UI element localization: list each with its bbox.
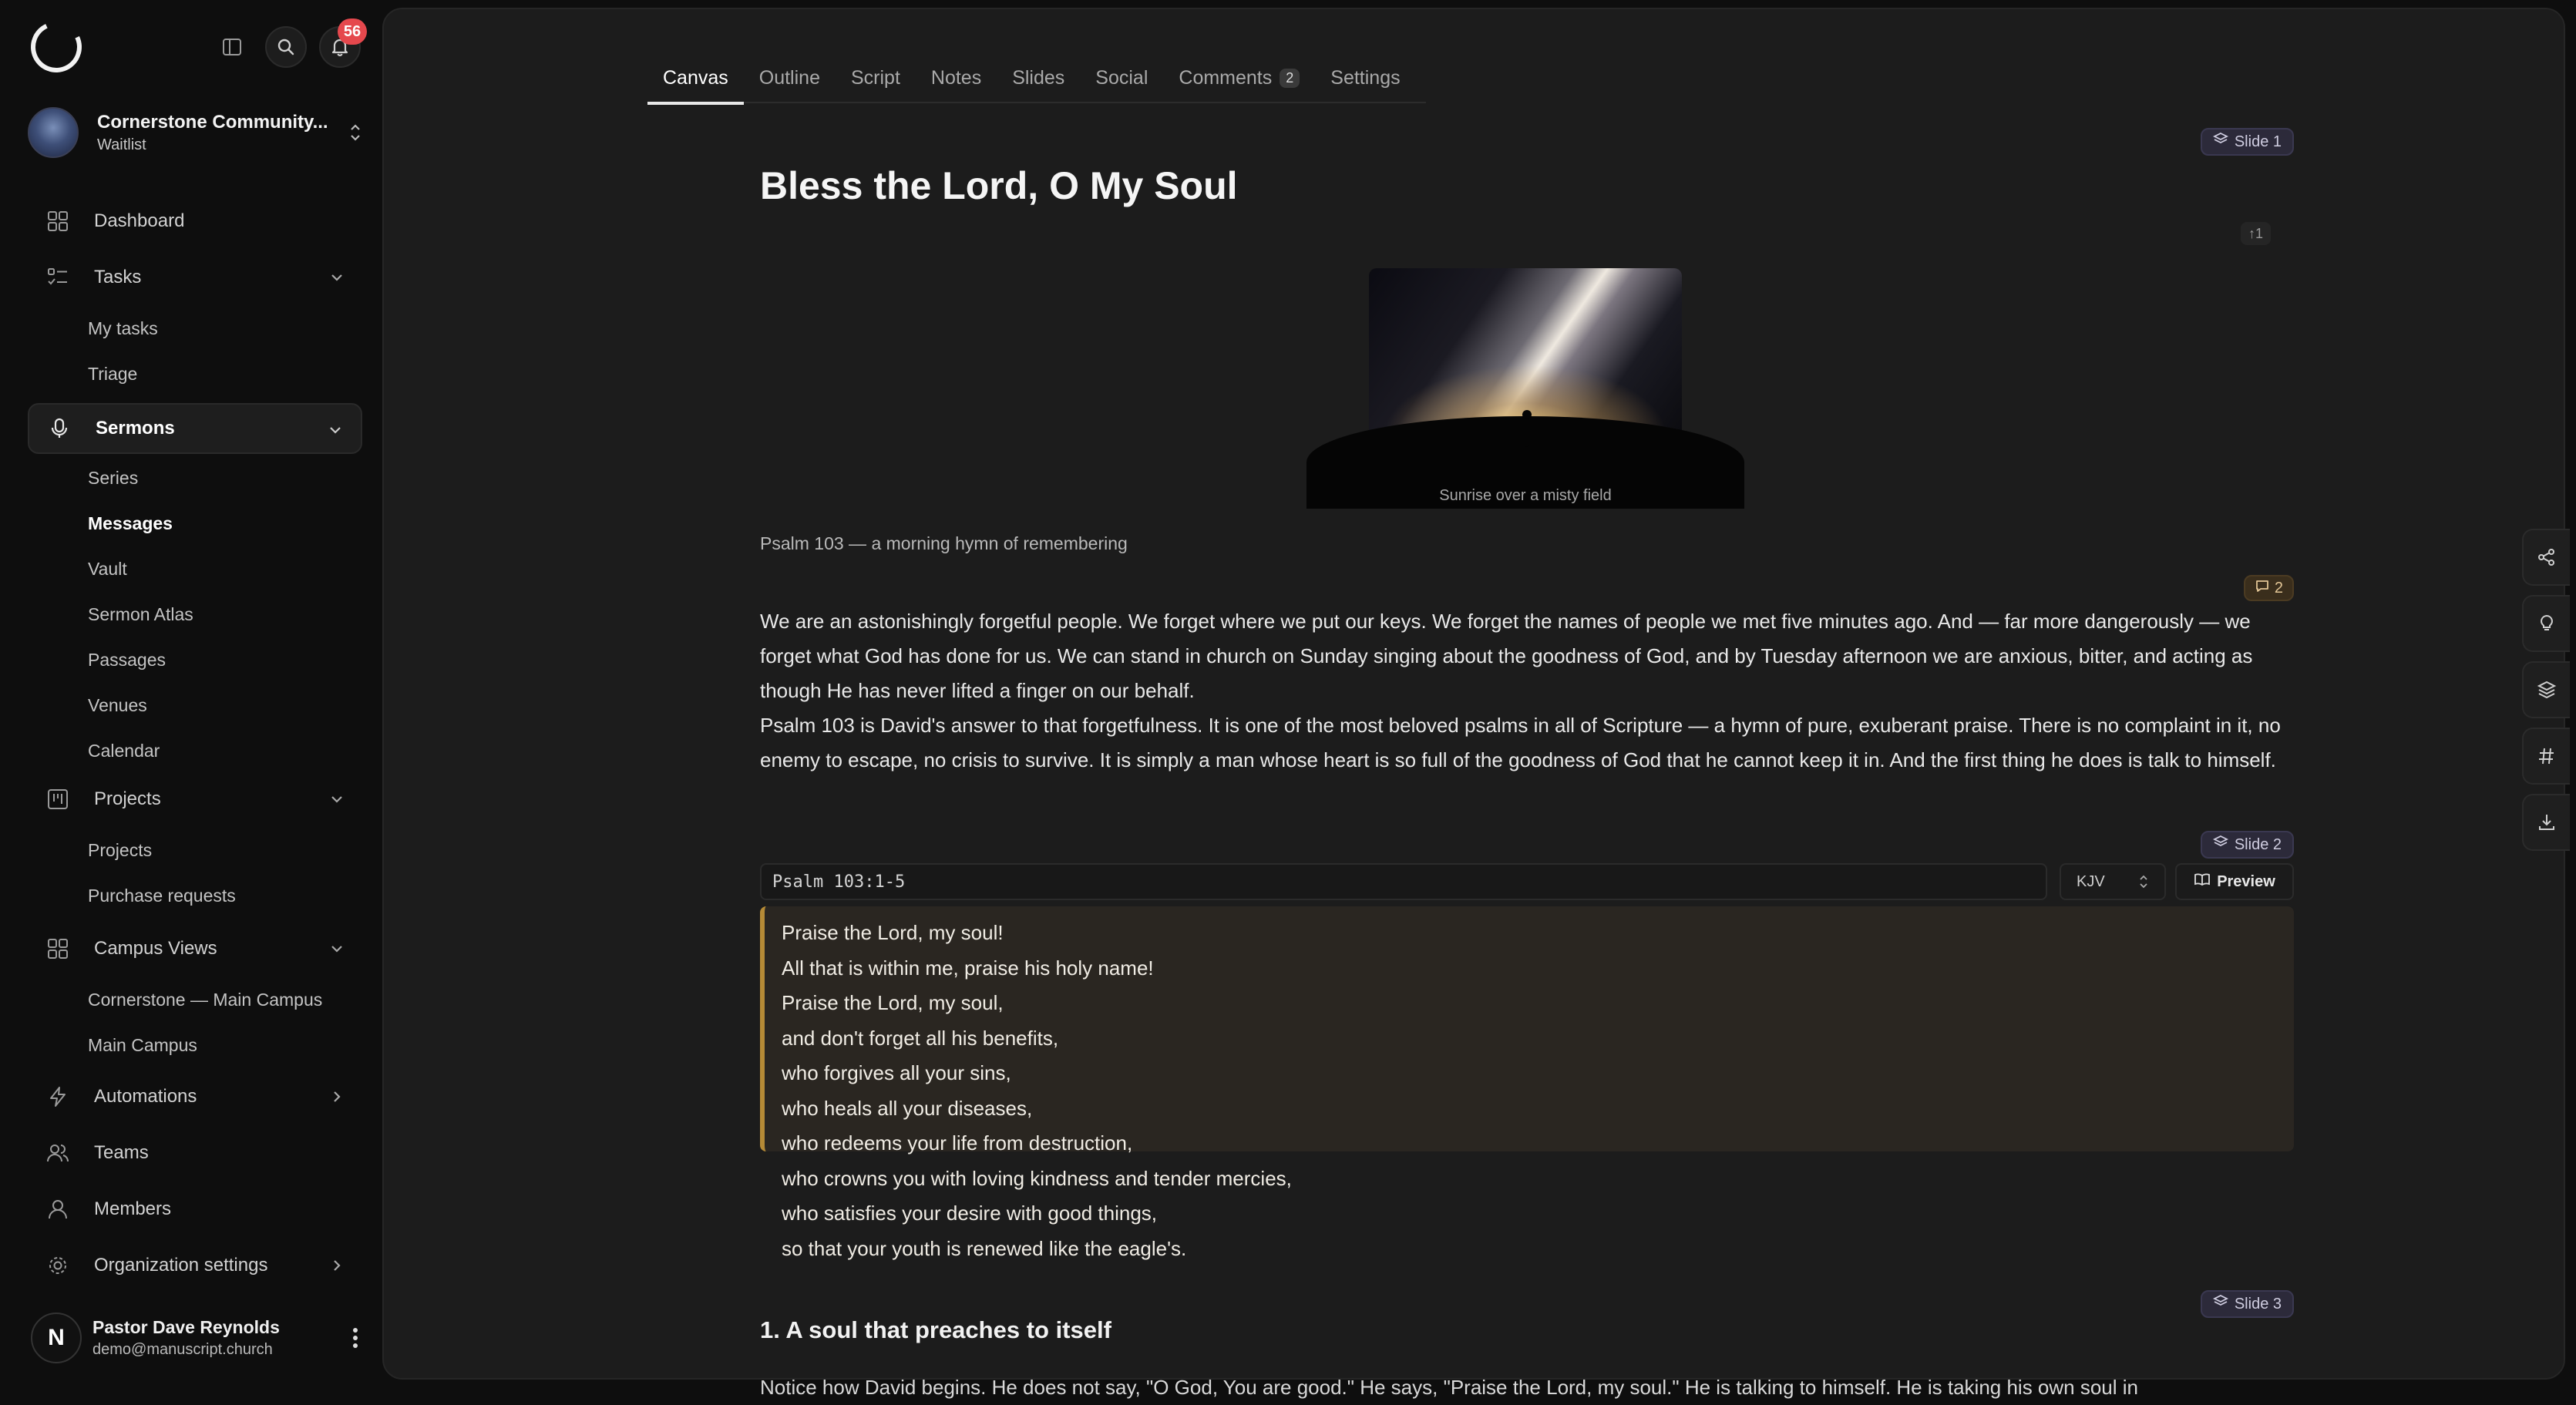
more-vertical-icon[interactable]	[344, 1321, 367, 1355]
sidebar-item-label: Dashboard	[94, 210, 185, 231]
slide-marker-label: Slide 1	[2234, 133, 2282, 150]
sidebar-item-label: Members	[94, 1198, 172, 1219]
sidebar-item-label: Automations	[94, 1086, 197, 1107]
scripture-line: Praise the Lord, my soul,	[782, 991, 1004, 1014]
sidebar-item-teams[interactable]	[28, 1128, 362, 1178]
grid-icon	[45, 936, 71, 962]
gear-icon	[45, 1252, 71, 1279]
scripture-line: who heals all your diseases,	[782, 1096, 1033, 1120]
notifications-button[interactable]	[319, 22, 362, 68]
app-logo-icon	[24, 15, 89, 80]
sidebar-item-sermons[interactable]	[28, 403, 362, 454]
scripture-line: All that is within me, praise his holy name!	[782, 956, 1154, 980]
layers-icon	[2213, 132, 2228, 152]
sermon-body[interactable]	[760, 604, 2294, 778]
notification-badge: 56	[338, 18, 367, 45]
scripture-line: Praise the Lord, my soul!	[782, 921, 1004, 944]
user-name: Pastor Dave Reynolds	[92, 1317, 280, 1337]
sidebar-subitem-passages[interactable]: Passages	[88, 650, 166, 670]
tab-label: Script	[850, 66, 900, 89]
chevron-down-icon[interactable]	[327, 267, 347, 287]
sidebar-item-projects[interactable]	[28, 774, 362, 825]
sidebar-subitem-triage[interactable]: Triage	[88, 364, 138, 384]
sidebar-subitem-cornerstone-main[interactable]: Cornerstone — Main Campus	[88, 990, 323, 1010]
sidebar-item-organization-settings[interactable]	[28, 1240, 362, 1291]
chevron-down-icon[interactable]	[327, 789, 347, 809]
org-name: Cornerstone Community...	[97, 111, 328, 133]
download-button[interactable]	[2522, 794, 2570, 851]
layers-button[interactable]	[2522, 661, 2570, 718]
section-heading[interactable]: 1. A soul that preaches to itself	[760, 1316, 1111, 1343]
share-button[interactable]	[2522, 529, 2570, 586]
chevron-down-icon[interactable]	[327, 939, 347, 959]
tab-canvas[interactable]	[647, 52, 744, 103]
tab-settings[interactable]	[1315, 52, 1415, 103]
view-tabs	[647, 52, 1426, 103]
ideas-button[interactable]	[2522, 595, 2570, 652]
tab-label: Notes	[930, 66, 982, 89]
sidebar-subitem-series[interactable]: Series	[88, 468, 139, 488]
chevron-down-icon[interactable]	[325, 420, 345, 440]
slide-marker[interactable]	[2201, 831, 2294, 859]
comment-icon	[2255, 578, 2270, 598]
tab-label: Slides	[1012, 66, 1065, 89]
scripture-line: who forgives all your sins,	[782, 1061, 1011, 1084]
chevron-right-icon[interactable]	[327, 1255, 347, 1276]
preview-label: Preview	[2217, 872, 2275, 890]
download-icon	[2537, 812, 2557, 832]
slide-marker[interactable]	[2201, 1290, 2294, 1318]
hero-image[interactable]	[1369, 268, 1682, 478]
paragraph[interactable]: Notice how David begins. He does not say, "O God, You are good." He says, "Praise the Lord, my soul." He is talking to himself. He is taking his own soul in	[760, 1376, 2138, 1399]
paragraph: Psalm 103 is David's answer to that forgetfulness. It is one of the most beloved psalms in all of Scripture — a hymn of pure, exuberant praise. There is no complaint in it, no enemy to escape, no crisis to survive. It is simply a man whose heart is so full of the goodness of God that he cannot keep it in. And the first thing he does is talk to himself.	[760, 714, 2281, 771]
hash-icon	[2537, 746, 2557, 766]
tags-button[interactable]	[2522, 728, 2570, 785]
org-switcher[interactable]	[28, 103, 367, 162]
sidebar-item-members[interactable]	[28, 1184, 362, 1235]
sidebar-subitem-messages[interactable]: Messages	[88, 513, 173, 533]
user-email: demo@manuscript.church	[92, 1341, 273, 1358]
bible-version-value: KJV	[2077, 872, 2105, 890]
user-icon	[45, 1196, 71, 1222]
slide-marker-label: Slide 2	[2234, 835, 2282, 853]
chevron-right-icon[interactable]	[327, 1087, 347, 1107]
paragraph: We are an astonishingly forgetful people. We forget where we put our keys. We forget the names of people we met five minutes ago. And — far more dangerously — we forget what God has done for us. We can stand in church on Sunday singing about the goodness of God, and by Tuesday afternoon we are anxious, bitter, and acting as though He has never lifted a finger on our behalf.	[760, 610, 2253, 702]
slide-marker[interactable]	[2201, 128, 2294, 156]
sidebar-subitem-my-tasks[interactable]: My tasks	[88, 318, 158, 338]
org-avatar	[28, 107, 79, 158]
scripture-line: who redeems your life from destruction,	[782, 1131, 1133, 1155]
tab-slides[interactable]	[997, 52, 1080, 103]
tab-label: Settings	[1330, 66, 1401, 89]
sidebar-subitem-purchase-requests[interactable]: Purchase requests	[88, 886, 236, 906]
bible-version-select[interactable]	[2060, 863, 2166, 900]
sermon-subtitle[interactable]: Psalm 103 — a morning hymn of remembering	[760, 533, 1128, 553]
tasks-icon	[45, 264, 71, 291]
tab-label: Comments	[1179, 66, 1273, 89]
search-icon	[276, 37, 296, 57]
sidebar-subitem-sermon-atlas[interactable]: Sermon Atlas	[88, 604, 193, 624]
user-avatar: N	[31, 1313, 82, 1363]
scripture-line: who crowns you with loving kindness and tender mercies,	[782, 1166, 1292, 1190]
tab-label: Canvas	[663, 66, 728, 89]
sidebar-item-tasks[interactable]	[28, 252, 362, 303]
sidebar-item-dashboard[interactable]	[28, 196, 362, 247]
sidebar-item-label: Organization settings	[94, 1255, 268, 1276]
sidebar-item-label: Sermons	[96, 418, 175, 439]
kanban-icon	[45, 786, 71, 812]
comments-count-badge: 2	[1280, 69, 1300, 88]
preview-button[interactable]	[2175, 863, 2294, 900]
right-tool-rail	[2522, 529, 2570, 860]
tab-label: Outline	[758, 66, 820, 89]
lightbulb-icon	[2537, 613, 2557, 634]
sidebar-item-label: Campus Views	[94, 938, 217, 959]
book-open-icon	[2194, 872, 2211, 891]
sidebar-subitem-vault[interactable]: Vault	[88, 559, 127, 579]
scripture-line: and don't forget all his benefits,	[782, 1026, 1059, 1050]
sidebar-item-automations[interactable]	[28, 1071, 362, 1122]
microphone-icon	[46, 415, 72, 442]
layers-icon	[2537, 680, 2557, 700]
tab-social[interactable]	[1080, 52, 1163, 103]
org-status: Waitlist	[97, 136, 146, 153]
sidebar-item-label: Teams	[94, 1142, 149, 1163]
sidebar-toggle-icon[interactable]	[211, 26, 253, 68]
sidebar-subitem-projects[interactable]: Projects	[88, 840, 153, 860]
user-menu[interactable]	[31, 1309, 367, 1367]
passage-toolbar	[760, 863, 2294, 900]
team-icon	[45, 1140, 71, 1166]
search-button[interactable]	[265, 26, 307, 68]
layers-icon	[2213, 1294, 2228, 1314]
scripture-passage[interactable]	[760, 906, 2294, 1260]
scripture-line: so that your youth is renewed like the eagle's.	[782, 1236, 1187, 1260]
comment-thread-badge[interactable]	[2244, 575, 2294, 601]
sidebar-item-campus-views[interactable]	[28, 923, 362, 974]
layers-icon	[2213, 835, 2228, 855]
tab-script[interactable]	[836, 52, 916, 103]
chevron-up-down-icon	[344, 117, 367, 148]
tab-label: Social	[1095, 66, 1148, 89]
tab-comments[interactable]	[1163, 52, 1315, 103]
sidebar-item-label: Projects	[94, 788, 161, 809]
page-title[interactable]: Bless the Lord, O My Soul	[760, 164, 1238, 207]
tab-outline[interactable]	[744, 52, 836, 103]
sidebar-item-label: Tasks	[94, 267, 142, 287]
sidebar-subitem-calendar[interactable]: Calendar	[88, 741, 160, 761]
tab-notes[interactable]	[916, 52, 997, 103]
sidebar-subitem-main-campus[interactable]: Main Campus	[88, 1035, 197, 1055]
sidebar-nav	[28, 196, 362, 1291]
scripture-line: who satisfies your desire with good things,	[782, 1202, 1158, 1225]
image-caption[interactable]: Sunrise over a misty field	[1439, 487, 1612, 504]
passage-reference-input[interactable]: Psalm 103:1-5	[760, 863, 2047, 900]
main-panel	[382, 8, 2565, 1399]
sidebar-subitem-venues[interactable]: Venues	[88, 695, 147, 715]
chevron-up-down-icon	[2138, 873, 2149, 890]
upvote-count[interactable]: ↑1	[2241, 222, 2271, 245]
comment-count: 2	[2274, 579, 2283, 597]
sidebar	[0, 0, 382, 1397]
dashboard-icon	[45, 208, 71, 234]
slide-marker-label: Slide 3	[2234, 1295, 2282, 1313]
lightning-icon	[45, 1084, 71, 1110]
share-icon	[2537, 547, 2557, 567]
